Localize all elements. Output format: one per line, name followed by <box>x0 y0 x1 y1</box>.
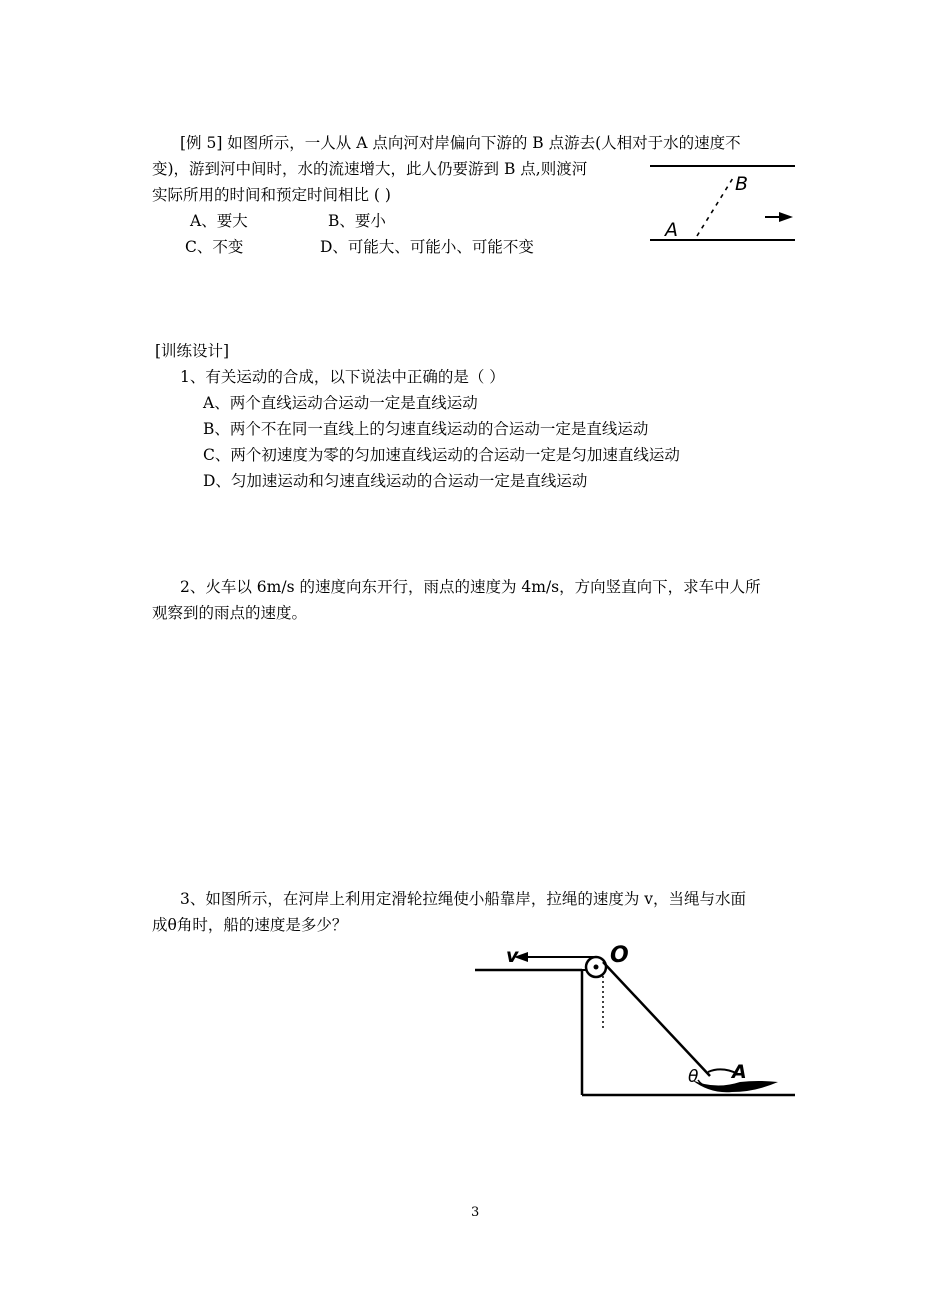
current-arrow-head <box>779 212 793 222</box>
example5-option-c: C、不变 <box>185 238 244 256</box>
point-a-label: A <box>665 219 678 241</box>
q2-line2: 观察到的雨点的速度。 <box>152 604 308 622</box>
q3-line1: 3、如图所示，在河岸上利用定滑轮拉绳使小船靠岸，拉绳的速度为 v，当绳与水面 <box>180 890 747 908</box>
example5-line3: 实际所用的时间和预定时间相比 ( ) <box>152 186 391 204</box>
theta-label: θ <box>688 1067 699 1087</box>
example5-option-b: B、要小 <box>328 212 386 230</box>
velocity-label: v <box>506 945 519 967</box>
example5-line2: 变)，游到河中间时，水的流速增大，此人仍要游到 B 点,则渡河 <box>152 160 588 178</box>
boat-a-label: A <box>732 1061 747 1083</box>
river-crossing-figure <box>645 160 800 250</box>
training-heading: [训练设计] <box>155 342 230 360</box>
q2-line1: 2、火车以 6m/s 的速度向东开行，雨点的速度为 4m/s，方向竖直向下，求车中人所 <box>180 578 761 596</box>
point-b-label: B <box>735 173 749 195</box>
page-number: 3 <box>471 1205 480 1220</box>
q1-stem: 1、有关运动的合成，以下说法中正确的是（ ） <box>180 368 505 386</box>
swim-path-dashed <box>697 178 733 236</box>
pulley-o-label: O <box>610 943 629 968</box>
example5-option-d: D、可能大、可能小、可能不变 <box>320 238 534 256</box>
pulley-axle <box>594 965 599 970</box>
example5-option-a: A、要大 <box>190 212 248 230</box>
pulley-boat-figure <box>470 940 800 1100</box>
q1-option-b: B、两个不在同一直线上的匀速直线运动的合运动一定是直线运动 <box>203 420 649 438</box>
q3-line2: 成θ角时，船的速度是多少？ <box>152 916 348 934</box>
q1-option-a: A、两个直线运动合运动一定是直线运动 <box>203 394 478 412</box>
q1-option-c: C、两个初速度为零的匀加速直线运动的合运动一定是匀加速直线运动 <box>203 446 680 464</box>
example5-line1: [例 5] 如图所示，一人从 A 点向河对岸偏向下游的 B 点游去(人相对于水的速度不 <box>180 134 741 152</box>
q1-option-d: D、匀加速运动和匀速直线运动的合运动一定是直线运动 <box>203 472 588 490</box>
rope-to-boat <box>603 962 710 1076</box>
